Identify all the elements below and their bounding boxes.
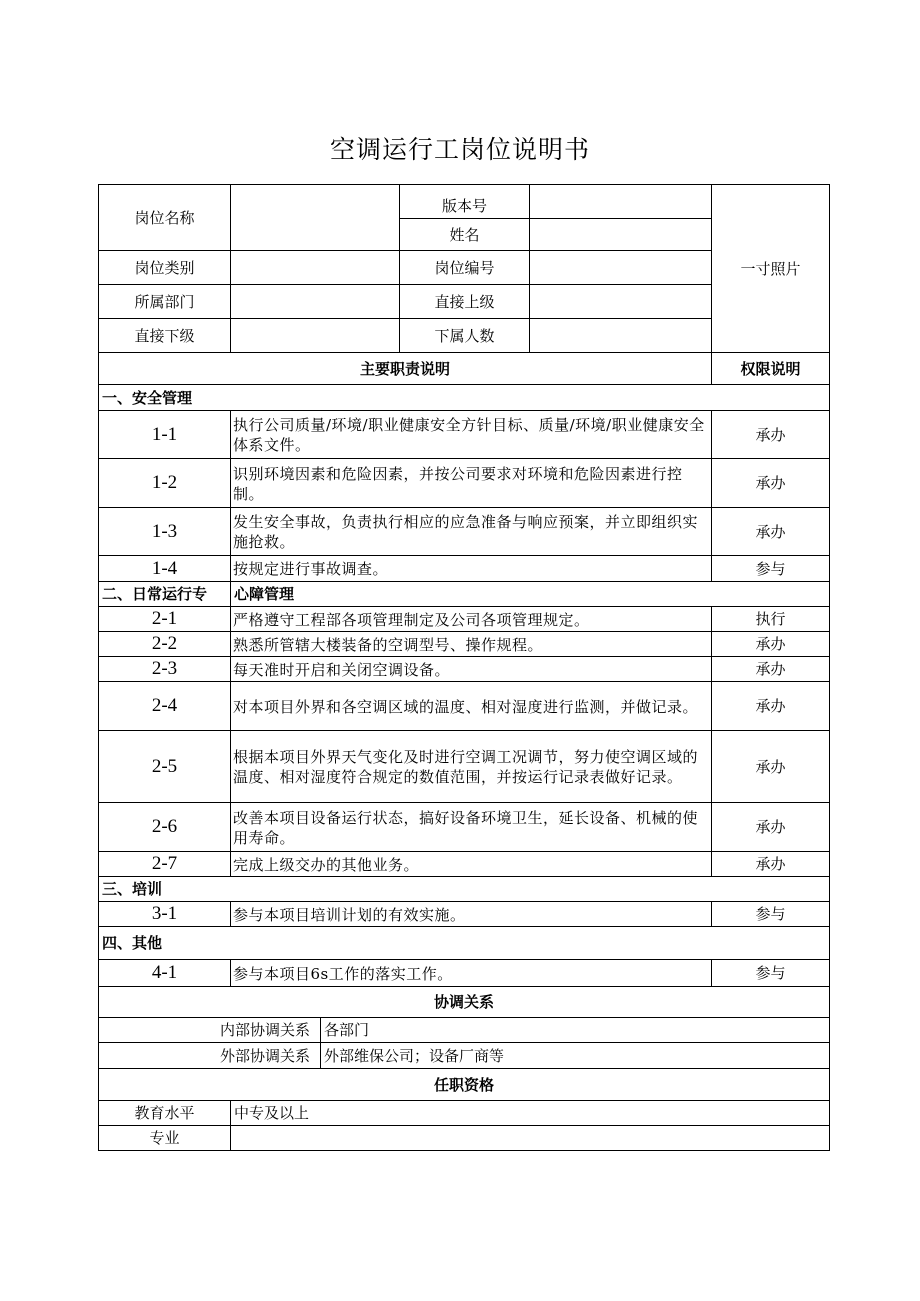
duty-no: 3-1 <box>98 901 231 927</box>
duty-no: 1-4 <box>98 555 231 582</box>
name-field[interactable] <box>529 218 712 251</box>
section-training: 三、培训 <box>98 876 830 902</box>
duty-no: 4-1 <box>98 959 231 987</box>
duty-text: 根据本项目外界天气变化及时进行空调工况调节，努力使空调区域的温度、相对湿度符合规定的数值范围，并按运行记录表做好记录。 <box>230 730 712 803</box>
duties-header: 主要职责说明 <box>98 352 712 385</box>
section-daily-operation: 二、日常运行专 <box>98 581 231 607</box>
duty-text: 每天准时开启和关闭空调设备。 <box>230 656 712 682</box>
duty-no: 2-1 <box>98 606 231 632</box>
duty-no: 1-1 <box>98 410 231 459</box>
duty-no: 2-4 <box>98 681 231 731</box>
direct-superior-field[interactable] <box>529 284 712 319</box>
duty-authority: 承办 <box>711 730 830 803</box>
authority-header: 权限说明 <box>711 352 830 385</box>
major-value[interactable] <box>230 1125 830 1151</box>
section-other: 四、其他 <box>98 926 830 960</box>
position-category-label: 岗位类别 <box>98 250 231 285</box>
duty-authority: 承办 <box>711 802 830 852</box>
duty-text: 发生安全事故，负责执行相应的应急准备与响应预案，并立即组织实施抢救。 <box>230 507 712 556</box>
subordinate-count-field[interactable] <box>529 318 712 353</box>
duty-no: 2-7 <box>98 851 231 877</box>
department-field[interactable] <box>230 284 400 319</box>
duty-authority: 承办 <box>711 458 830 508</box>
position-category-field[interactable] <box>230 250 400 285</box>
duty-text: 按规定进行事故调查。 <box>230 555 712 582</box>
position-name-label: 岗位名称 <box>98 184 231 251</box>
position-no-label: 岗位编号 <box>399 250 530 285</box>
internal-coordination-label: 内部协调关系 <box>98 1017 321 1043</box>
duty-authority: 承办 <box>711 851 830 877</box>
duty-no: 2-2 <box>98 631 231 657</box>
duty-text: 熟悉所管辖大楼装备的空调型号、操作规程。 <box>230 631 712 657</box>
direct-subordinate-label: 直接下级 <box>98 318 231 353</box>
subordinate-count-label: 下属人数 <box>399 318 530 353</box>
direct-superior-label: 直接上级 <box>399 284 530 319</box>
version-no-field[interactable] <box>529 184 712 219</box>
position-name-field[interactable] <box>230 184 400 251</box>
duty-text: 识别环境因素和危险因素，并按公司要求对环境和危险因素进行控制。 <box>230 458 712 508</box>
major-label: 专业 <box>98 1125 231 1151</box>
education-value: 中专及以上 <box>230 1100 830 1126</box>
duty-no: 2-3 <box>98 656 231 682</box>
duty-authority: 承办 <box>711 507 830 556</box>
duty-text: 严格遵守工程部各项管理制定及公司各项管理规定。 <box>230 606 712 632</box>
duty-text: 对本项目外界和各空调区域的温度、相对湿度进行监测，并做记录。 <box>230 681 712 731</box>
duty-text: 完成上级交办的其他业务。 <box>230 851 712 877</box>
duty-text: 改善本项目设备运行状态，搞好设备环境卫生，延长设备、机械的使用寿命。 <box>230 802 712 852</box>
coordination-header: 协调关系 <box>98 986 830 1018</box>
external-coordination-value: 外部维保公司；设备厂商等 <box>320 1042 830 1069</box>
department-label: 所属部门 <box>98 284 231 319</box>
duty-authority: 承办 <box>711 681 830 731</box>
position-no-field[interactable] <box>529 250 712 285</box>
education-label: 教育水平 <box>98 1100 231 1126</box>
duty-authority: 承办 <box>711 410 830 459</box>
page-title: 空调运行工岗位说明书 <box>329 135 590 164</box>
section-daily-operation-cont: 心障管理 <box>230 581 830 607</box>
duty-authority: 执行 <box>711 606 830 632</box>
section-safety: 一、安全管理 <box>98 384 830 411</box>
duty-no: 2-6 <box>98 802 231 852</box>
duty-authority: 参与 <box>711 901 830 927</box>
duty-no: 2-5 <box>98 730 231 803</box>
external-coordination-label: 外部协调关系 <box>98 1042 321 1069</box>
duty-authority: 承办 <box>711 631 830 657</box>
duty-text: 参与本项目6s工作的落实工作。 <box>230 959 712 987</box>
duty-authority: 承办 <box>711 656 830 682</box>
duty-no: 1-3 <box>98 507 231 556</box>
version-no-label: 版本号 <box>399 184 530 219</box>
duty-text: 参与本项目培训计划的有效实施。 <box>230 901 712 927</box>
internal-coordination-value: 各部门 <box>320 1017 830 1043</box>
duty-authority: 参与 <box>711 555 830 582</box>
name-label: 姓名 <box>399 218 530 251</box>
photo-placeholder[interactable]: 一寸照片 <box>711 184 830 353</box>
duty-no: 1-2 <box>98 458 231 508</box>
qualification-header: 任职资格 <box>98 1068 830 1101</box>
direct-subordinate-field[interactable] <box>230 318 400 353</box>
duty-text: 执行公司质量/环境/职业健康安全方针目标、质量/环境/职业健康安全体系文件。 <box>230 410 712 459</box>
duty-authority: 参与 <box>711 959 830 987</box>
